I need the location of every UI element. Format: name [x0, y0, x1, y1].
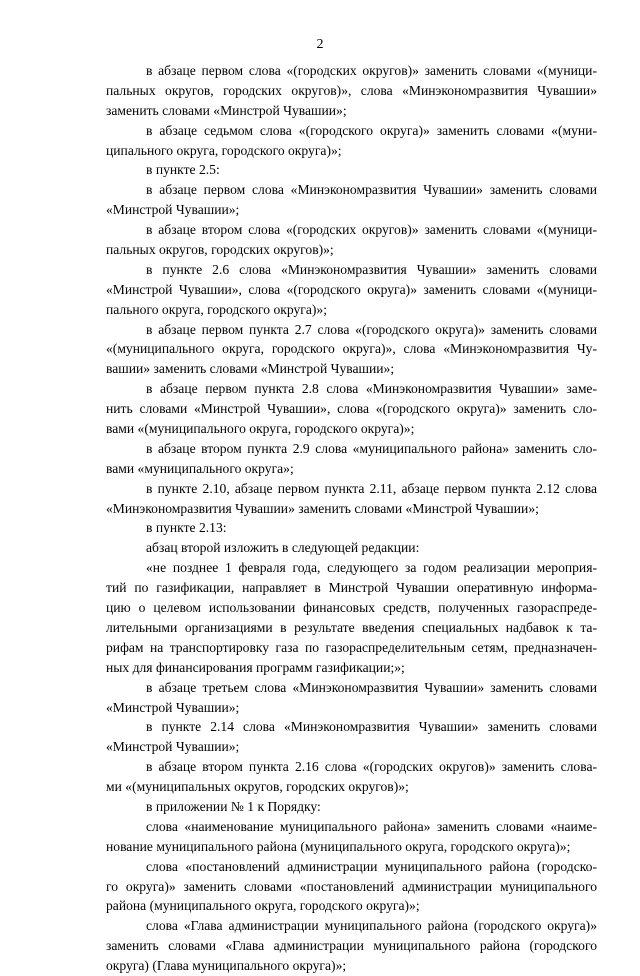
text-line: ми «(муниципальных округов, городских округов)»;: [106, 779, 409, 795]
text-line: нование муниципального района (муниципального округа, городского округа)»;: [106, 838, 571, 854]
text-line: в абзаце третьем слова «Минэкономразвития Чувашии» заменить словами: [146, 679, 597, 695]
text-line: слова «Глава администрации муниципального района (городского округа)»: [146, 918, 597, 934]
text-line: цию о целевом использовании финансовых средств, полученных газораспреде-: [106, 600, 597, 616]
text-line: «Минстрой Чувашии», слова «(городского округа)» заменить словами «(муници-: [106, 281, 597, 297]
text-line: слова «постановлений администрации муниципального района (городско-: [146, 858, 597, 874]
text-line: нить словами «Минстрой Чувашии», слова «(городского округа)» заменить сло-: [106, 401, 597, 417]
text-line: в абзаце первом пункта 2.7 слова «(городского округа)» заменить словами: [146, 321, 597, 337]
text-line: ных для финансирования программ газификации;»;: [106, 659, 405, 675]
text-line: заменить словами «Минстрой Чувашии»;: [106, 102, 347, 118]
text-line: «не позднее 1 февраля года, следующего за годом реализации мероприя-: [146, 560, 597, 576]
text-line: в приложении № 1 к Порядку:: [146, 798, 321, 814]
text-line: в абзаце первом слова «(городских округов)» заменить словами «(муници-: [146, 63, 597, 78]
text-line: «Минстрой Чувашии»;: [106, 739, 240, 755]
text-line: в пункте 2.5:: [146, 162, 220, 178]
text-line: в пункте 2.6 слова «Минэкономразвития Чувашии» заменить словами: [146, 261, 597, 277]
text-line: тий по газификации, направляет в Минстрой Чувашии оперативную информа-: [106, 580, 597, 596]
text-line: в абзаце седьмом слова «(городского округа)» заменить словами «(муни-: [146, 122, 597, 138]
text-line: в абзаце втором пункта 2.16 слова «(городских округов)» заменить слова-: [146, 759, 597, 775]
text-line: пального округа, городского округа)»;: [106, 301, 327, 317]
text-line: пальных округов, городских округов)»;: [106, 242, 334, 258]
text-line: в абзаце первом слова «Минэкономразвития Чувашии» заменить словами: [146, 182, 597, 198]
text-line: «Минстрой Чувашии»;: [106, 202, 240, 218]
text-line: слова «наименование муниципального района» заменить словами «наиме-: [146, 818, 597, 834]
text-line: в абзаце первом пункта 2.8 слова «Минэкономразвития Чувашии» заме-: [146, 381, 597, 397]
text-line: в абзаце втором пункта 2.9 слова «муниципального района» заменить сло-: [146, 440, 597, 456]
text-line: абзац второй изложить в следующей редакции:: [146, 540, 420, 556]
text-line: лительными организациями в результате введения специальных надбавок к та-: [106, 619, 597, 635]
page-number: 2: [316, 37, 324, 52]
text-line: рифам на транспортировку газа по газораспределительным сетям, предназначен-: [106, 639, 597, 655]
text-line: в абзаце втором слова «(городских округов)» заменить словами «(муници-: [146, 222, 597, 238]
text-line: «Минэкономразвития Чувашии» заменить словами «Минстрой Чувашии»;: [106, 500, 539, 516]
text-line: го округа)» заменить словами «постановлений администрации муниципального: [106, 878, 597, 894]
text-line: в пункте 2.13:: [146, 520, 227, 536]
text-line: вашии» заменить словами «Минстрой Чувашии»;: [106, 361, 395, 377]
text-line: заменить словами «Глава администрации муниципального района (городского: [106, 938, 597, 954]
text-line: района (муниципального округа, городского округа)»;: [106, 898, 420, 914]
text-line: вами «(муниципального округа, городского округа)»;: [106, 421, 415, 437]
text-line: «Минстрой Чувашии»;: [106, 699, 240, 715]
text-line: ципального округа, городского округа)»;: [106, 142, 342, 158]
text-line: в пункте 2.10, абзаце первом пункта 2.11, абзаце первом пункта 2.12 слова: [146, 480, 597, 496]
text-line: округа) (Глава муниципального округа)»;: [106, 958, 347, 974]
text-line: вами «муниципального округа»;: [106, 460, 294, 476]
document-body: [106, 61, 597, 976]
text-line: пальных округов, городских округов)», слова «Минэкономразвития Чувашии»: [106, 82, 597, 98]
text-line: «(муниципального округа, городского округа)», слова «Минэкономразвития Чу-: [106, 341, 597, 357]
text-line: в пункте 2.14 слова «Минэкономразвития Чувашии» заменить словами: [146, 719, 597, 735]
